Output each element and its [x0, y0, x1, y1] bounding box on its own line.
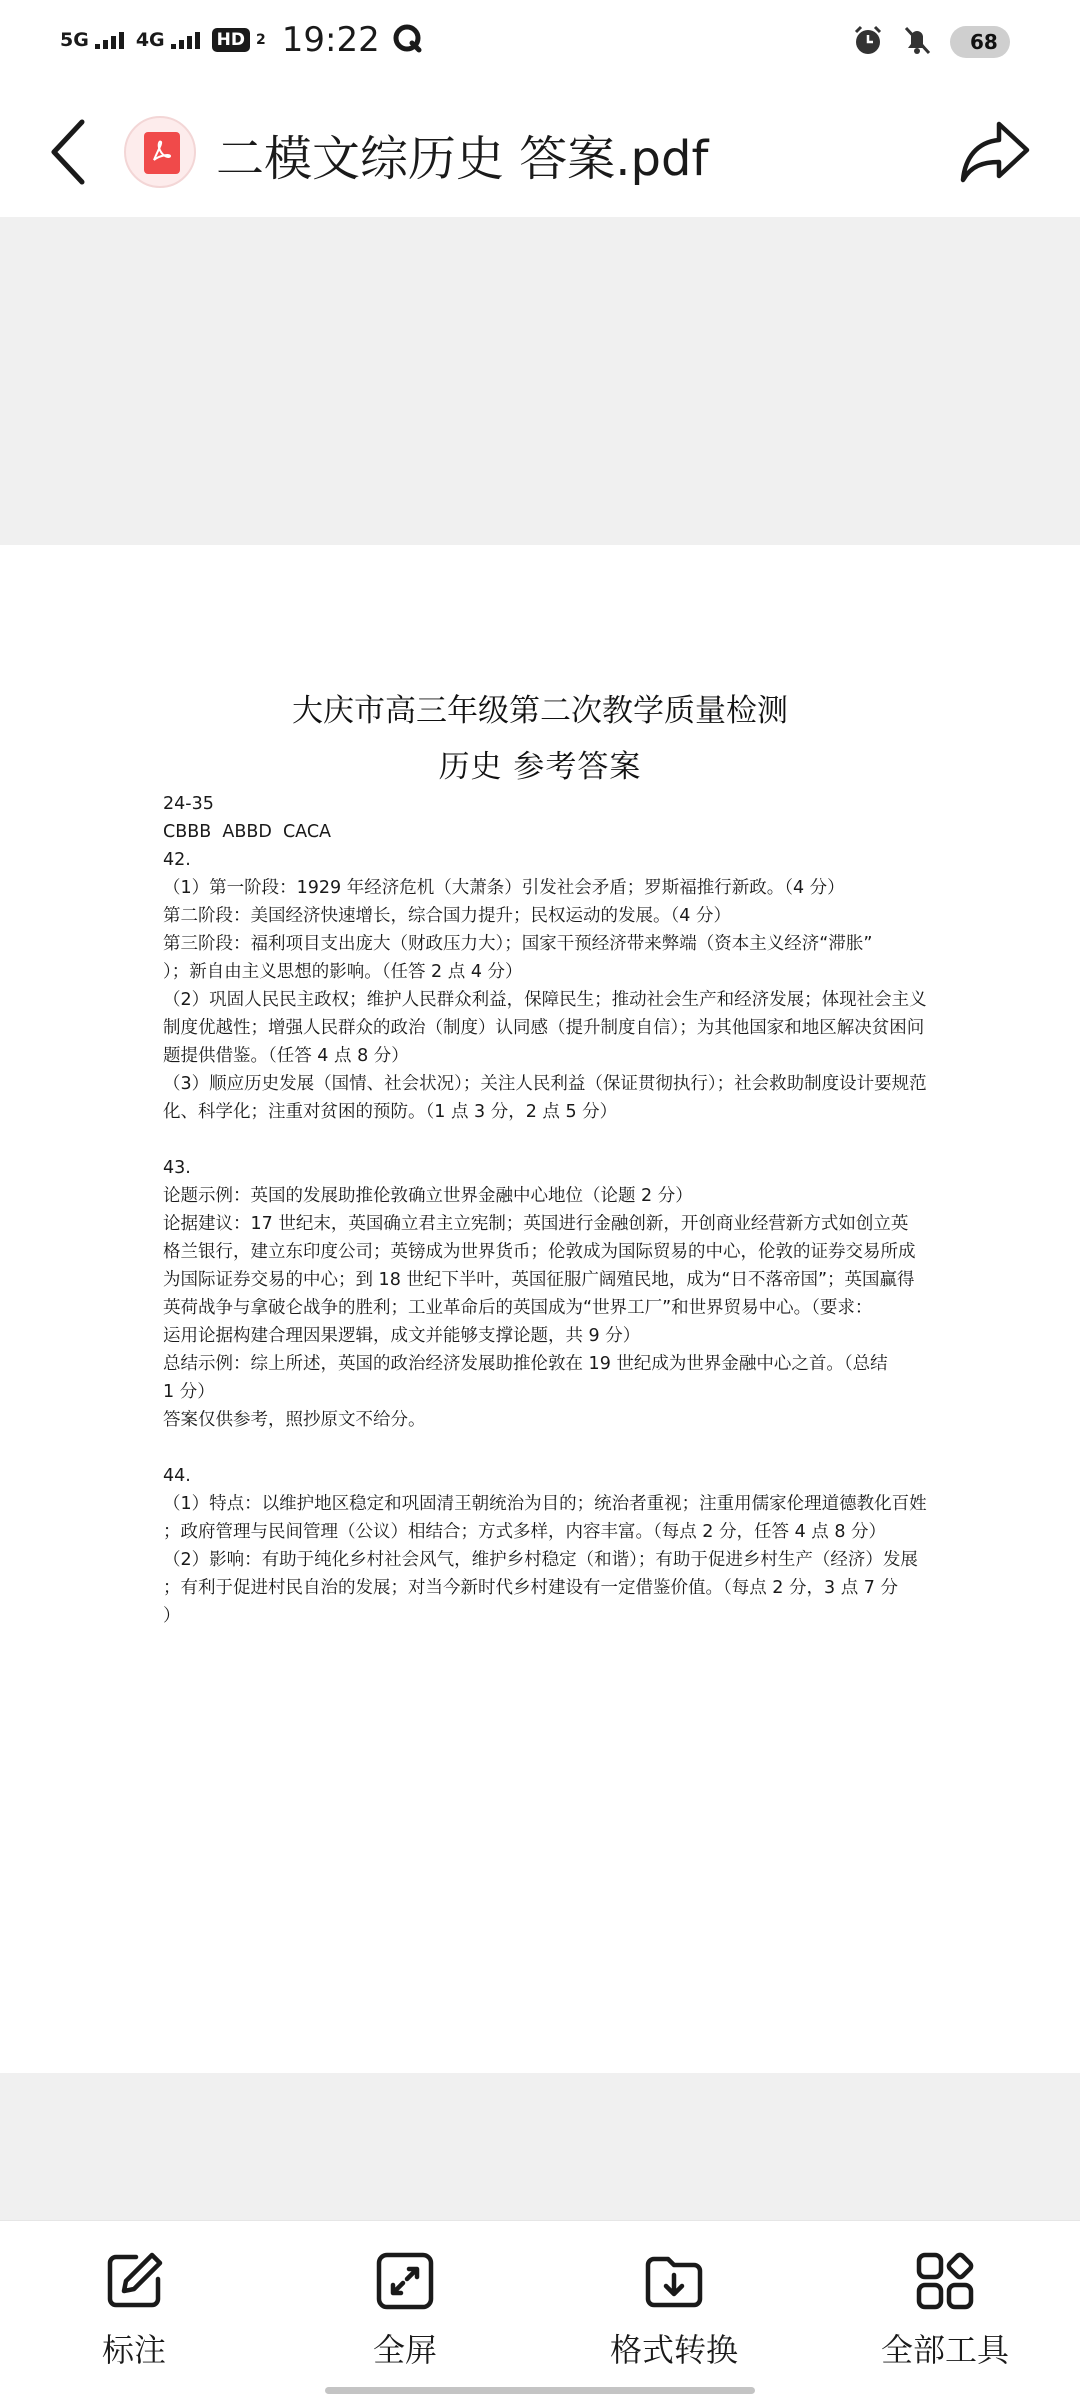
- signal-bars-icon: [95, 31, 124, 49]
- sim1-signal: [60, 31, 124, 49]
- fullscreen-button[interactable]: [315, 2249, 495, 2379]
- document-title: 二模文综历史 答案.pdf: [216, 131, 709, 187]
- signal-bars-icon: [171, 31, 200, 49]
- pdf-page[interactable]: [0, 545, 1080, 2073]
- bottom-toolbar: [0, 2220, 1080, 2401]
- back-button[interactable]: [40, 112, 100, 192]
- battery-level: 68: [970, 30, 998, 54]
- status-left: [60, 20, 422, 60]
- text-line: 总结示例：综上所述，英国的政治经济发展助推伦敦在 19 世纪成为世界金融中心之首。（总结: [163, 1354, 888, 1374]
- text-line: ；政府管理与民间管理（公议）相结合；方式多样，内容丰富。（每点 2 分，任答 4 点 8 分）: [163, 1522, 887, 1542]
- text-line: 论题示例：英国的发展助推伦敦确立世界金融中心地位（论题 2 分）: [163, 1186, 693, 1206]
- text-line: 24-35: [163, 794, 214, 814]
- text-line: 格兰银行，建立东印度公司；英镑成为世界货币；伦敦成为国际贸易的中心，伦敦的证券交易所成: [163, 1242, 916, 1262]
- text-line: 论据建议：17 世纪末，英国确立君主立宪制；英国进行金融创新，开创商业经营新方式如创立英: [163, 1214, 909, 1234]
- alarm-icon: [852, 24, 884, 60]
- text-line: 制度优越性；增强人民群众的政治（制度）认同感（提升制度自信）；为其他国家和地区解决贫困问: [163, 1018, 925, 1038]
- app-header: [0, 80, 1080, 217]
- text-line: ）；新自由主义思想的影响。（任答 2 点 4 分）: [163, 962, 523, 982]
- fullscreen-label: 全屏: [372, 2331, 437, 2369]
- status-right: [852, 22, 1020, 62]
- answer-text: [163, 790, 927, 1630]
- text-line: 第三阶段：福利项目支出庞大（财政压力大）；国家干预经济带来弊端（资本主义经济“滞胀”: [163, 934, 873, 954]
- text-line: ；有利于促进村民自治的发展；对当今新时代乡村建设有一定借鉴价值。（每点 2 分，3 点 7 分: [163, 1578, 898, 1598]
- mute-icon: [902, 24, 932, 60]
- page-title: 大庆市高三年级第二次教学质量检测: [292, 693, 788, 729]
- pdf-file-icon: [124, 116, 196, 188]
- home-indicator[interactable]: [325, 2387, 755, 2394]
- viewer-background: [0, 217, 1080, 545]
- all-tools-button[interactable]: [855, 2249, 1035, 2379]
- annotate-button[interactable]: [44, 2249, 224, 2379]
- format-convert-icon: [642, 2249, 706, 2313]
- all-tools-icon: [913, 2249, 977, 2313]
- text-line: ）: [163, 1606, 181, 1626]
- fullscreen-icon: [373, 2249, 437, 2313]
- text-line: （2）巩固人民民主政权；维护人民群众利益，保障民生；推动社会生产和经济发展；体现社会主义: [163, 990, 927, 1010]
- annotate-icon: [102, 2249, 166, 2313]
- viewer-background: [0, 2073, 1080, 2220]
- status-bar: [0, 0, 1080, 80]
- text-line: 答案仅供参考，照抄原文不给分。: [163, 1410, 426, 1430]
- text-line: [163, 1126, 917, 1154]
- text-line: 为国际证券交易的中心；到 18 世纪下半叶，英国征服广阔殖民地，成为“日不落帝国”；英国赢得: [163, 1270, 915, 1290]
- format-convert-label: 格式转换: [609, 2331, 738, 2369]
- text-line: 第二阶段：美国经济快速增长，综合国力提升；民权运动的发展。（4 分）: [163, 906, 731, 926]
- format-convert-button[interactable]: [584, 2249, 764, 2379]
- page-subtitle: 历史 参考答案: [438, 749, 642, 785]
- share-icon: [955, 116, 1035, 188]
- text-line: [163, 1434, 917, 1462]
- battery-icon: [950, 26, 1020, 58]
- text-line: 运用论据构建合理因果逻辑，成文并能够支撑论题，共 9 分）: [163, 1326, 641, 1346]
- text-line: （1）第一阶段：1929 年经济危机（大萧条）引发社会矛盾；罗斯福推行新政。（4 分）: [163, 878, 845, 898]
- clock: 19:22: [281, 20, 380, 60]
- text-line: 1 分）: [163, 1382, 215, 1402]
- hd-sub: 2: [256, 32, 266, 48]
- sim1-label: 5G: [60, 29, 89, 51]
- text-line: 化、科学化；注重对贫困的预防。（1 点 3 分，2 点 5 分）: [163, 1102, 618, 1122]
- sim2-label: 4G: [135, 29, 165, 51]
- text-line: （1）特点：以维护地区稳定和巩固清王朝统治为目的；统治者重视；注重用儒家伦理道德教化百姓: [163, 1494, 927, 1514]
- share-button[interactable]: [955, 116, 1035, 188]
- all-tools-label: 全部工具: [880, 2331, 1009, 2369]
- text-line: 44.: [163, 1466, 191, 1486]
- sim2-signal: [136, 31, 200, 49]
- text-line: CBBB ABBD CACA: [163, 822, 332, 842]
- annotate-label: 标注: [101, 2331, 166, 2369]
- text-line: 题提供借鉴。（任答 4 点 8 分）: [163, 1046, 409, 1066]
- text-line: 英荷战争与拿破仑战争的胜利；工业革命后的英国成为“世界工厂”和世界贸易中心。（要求：: [163, 1298, 873, 1318]
- hd-badge: HD: [212, 28, 250, 52]
- text-line: 42.: [163, 850, 191, 870]
- text-line: 43.: [163, 1158, 191, 1178]
- qq-icon: [392, 23, 422, 57]
- back-icon: [40, 112, 100, 192]
- text-line: （3）顺应历史发展（国情、社会状况）；关注人民利益（保证贯彻执行）；社会救助制度设计要规范: [163, 1074, 927, 1094]
- text-line: （2）影响：有助于纯化乡村社会风气，维护乡村稳定（和谐）；有助于促进乡村生产（经济）发展: [163, 1550, 918, 1570]
